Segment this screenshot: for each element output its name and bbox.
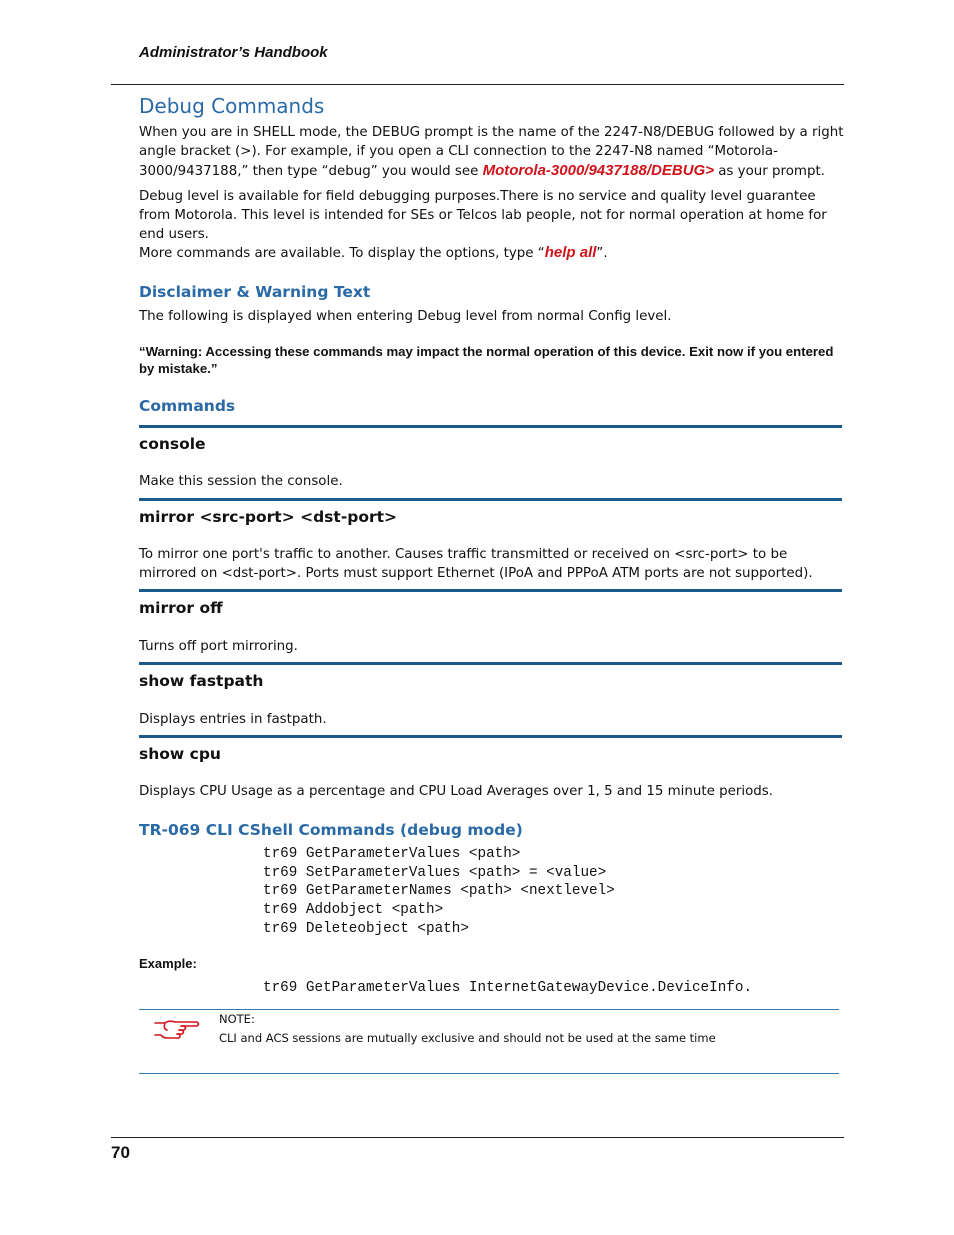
example-label: Example:: [139, 956, 197, 971]
more-text-a: More commands are available. To display the options, type “: [139, 246, 545, 261]
example-code: tr69 GetParameterValues InternetGatewayDevice.DeviceInfo.: [263, 980, 753, 996]
command-name: show fastpath: [139, 672, 264, 690]
command-desc: Make this session the console.: [139, 474, 343, 489]
command-name: show cpu: [139, 745, 221, 763]
command-desc: Turns off port mirroring.: [139, 639, 298, 654]
note-bottom-rule: [139, 1073, 839, 1074]
code-line: tr69 SetParameterValues <path> = <value>: [263, 864, 607, 881]
command-name: console: [139, 435, 206, 453]
note-label: NOTE:: [219, 1012, 255, 1026]
command-desc: Displays CPU Usage as a percentage and CPU Load Averages over 1, 5 and 15 minute periods.: [139, 784, 774, 799]
command-divider: [139, 589, 842, 592]
pointing-hand-icon: [153, 1017, 201, 1041]
debug-prompt: Motorola-3000/9437188/DEBUG>: [482, 162, 714, 179]
code-line: tr69 Addobject <path>: [263, 902, 444, 919]
disclaimer-text: The following is displayed when entering Debug level from normal Config level.: [139, 309, 672, 324]
code-line: tr69 GetParameterNames <path> <nextlevel>: [263, 883, 615, 900]
note-top-rule: [139, 1009, 839, 1010]
tr069-command-list: [263, 845, 615, 939]
intro-text-a: When you are in SHELL mode, the DEBUG prompt is the name of the 2247-N8/DEBUG followed by a right angle bracket (>). For example, if you open a CLI connection to the 2247-N8 named “Motorola-3000/9437188,” then type “debug” you would see: [139, 125, 844, 179]
intro-paragraph: [139, 123, 844, 181]
intro-text-b: as your prompt.: [713, 164, 825, 179]
command-desc: Displays entries in fastpath.: [139, 712, 327, 727]
section-title: Debug Commands: [139, 94, 325, 118]
command-name: mirror off: [139, 599, 223, 617]
disclaimer-heading: Disclaimer & Warning Text: [139, 283, 371, 301]
command-divider: [139, 662, 842, 665]
debug-level-paragraph: Debug level is available for field debugging purposes.There is no service and quality level guarantee from Motorola. This level is intended for SEs or Telcos lab people, not for normal operation at home for end users.: [139, 189, 827, 242]
more-text-b: ”.: [596, 246, 608, 261]
help-all-command: help all: [544, 244, 597, 261]
command-desc: To mirror one port's traffic to another. Causes traffic transmitted or received on <src-port> to be mirrored on <dst-port>. Ports must support Ethernet (IPoA and PPPoA ATM ports are not supported).: [139, 547, 813, 581]
command-divider: [139, 425, 842, 428]
page-number: 70: [111, 1143, 130, 1162]
more-commands-paragraph: [139, 243, 844, 263]
command-divider: [139, 735, 842, 738]
running-header: Administrator’s Handbook: [139, 44, 328, 61]
note-text: CLI and ACS sessions are mutually exclusive and should not be used at the same time: [219, 1031, 716, 1045]
code-line: tr69 GetParameterValues <path>: [263, 846, 521, 862]
command-divider: [139, 498, 842, 501]
header-rule: [111, 84, 844, 85]
commands-heading: Commands: [139, 397, 236, 415]
command-name: mirror <src-port> <dst-port>: [139, 508, 398, 526]
warning-text: “Warning: Accessing these commands may impact the normal operation of this device. Exit now if you entered by mistake.”: [139, 344, 834, 376]
tr069-heading: TR-069 CLI CShell Commands (debug mode): [139, 821, 523, 839]
code-line: tr69 Deleteobject <path>: [263, 920, 469, 937]
footer-rule: [111, 1137, 844, 1138]
